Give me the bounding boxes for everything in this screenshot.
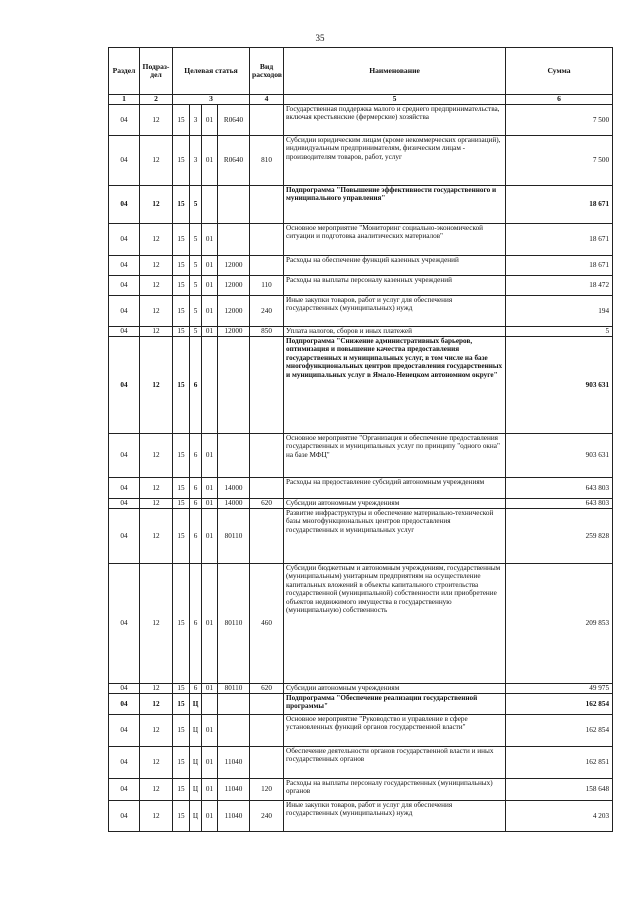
cell-naimenovanie: Основное мероприятие "Организация и обеспечение предоставления государственных и муниципальных услуг по принципу "одного окна" на базе МФЦ": [284, 434, 506, 478]
header-celevaya-statya: Целевая статья: [173, 48, 250, 95]
cell-cs-event: 01: [202, 105, 218, 136]
cell-cs-event: 01: [202, 747, 218, 779]
cell-cs-event: 01: [202, 478, 218, 499]
cell-naimenovanie: Обеспечение деятельности органов государственной власти и иных государственных органов: [284, 747, 506, 779]
cell-cs-direction: 11040: [218, 747, 250, 779]
cell-summa: 158 648: [506, 779, 613, 801]
cell-vid-rashodov: 850: [250, 327, 284, 337]
cell-cs-subprogram: 3: [190, 105, 202, 136]
col-number: 2: [140, 95, 173, 105]
cell-razdel: 04: [109, 564, 140, 684]
table-row: [109, 186, 613, 224]
cell-vid-rashodov: 120: [250, 779, 284, 801]
cell-cs-event: [202, 337, 218, 434]
cell-cs-direction: [218, 694, 250, 715]
cell-naimenovanie: Основное мероприятие "Мониторинг социально-экономической ситуации и подготовка аналитических материалов": [284, 224, 506, 256]
table-row: [109, 276, 613, 296]
cell-summa: 162 854: [506, 715, 613, 747]
table-row: [109, 327, 613, 337]
table-row: [109, 715, 613, 747]
cell-naimenovanie: Субсидии автономным учреждениям: [284, 499, 506, 509]
cell-cs-subprogram: 6: [190, 564, 202, 684]
cell-cs-direction: 80110: [218, 509, 250, 564]
cell-cs-program: 15: [173, 327, 190, 337]
cell-naimenovanie: Иные закупки товаров, работ и услуг для обеспечения государственных (муниципальных) нужд: [284, 801, 506, 832]
cell-vid-rashodov: [250, 715, 284, 747]
cell-podrazdel: 12: [140, 296, 173, 327]
cell-razdel: 04: [109, 499, 140, 509]
cell-naimenovanie: Иные закупки товаров, работ и услуг для обеспечения государственных (муниципальных) нужд: [284, 296, 506, 327]
header-naimenovanie: Наименование: [284, 48, 506, 95]
table-row: [109, 105, 613, 136]
cell-summa: 7 500: [506, 105, 613, 136]
table-row: [109, 564, 613, 684]
cell-cs-program: 15: [173, 136, 190, 186]
cell-summa: 5: [506, 327, 613, 337]
cell-naimenovanie: Основное мероприятие "Руководство и управление в сфере установленных функций органов государственной власти": [284, 715, 506, 747]
cell-cs-subprogram: 5: [190, 327, 202, 337]
cell-cs-subprogram: 5: [190, 296, 202, 327]
cell-podrazdel: 12: [140, 276, 173, 296]
cell-cs-subprogram: 5: [190, 276, 202, 296]
cell-cs-direction: 12000: [218, 256, 250, 276]
cell-cs-direction: 80110: [218, 684, 250, 694]
cell-vid-rashodov: [250, 509, 284, 564]
cell-cs-program: 15: [173, 779, 190, 801]
cell-cs-subprogram: 5: [190, 256, 202, 276]
cell-vid-rashodov: 620: [250, 684, 284, 694]
cell-podrazdel: 12: [140, 779, 173, 801]
cell-podrazdel: 12: [140, 801, 173, 832]
cell-podrazdel: 12: [140, 256, 173, 276]
cell-cs-program: 15: [173, 499, 190, 509]
cell-podrazdel: 12: [140, 136, 173, 186]
cell-cs-event: 01: [202, 136, 218, 186]
cell-razdel: 04: [109, 105, 140, 136]
cell-podrazdel: 12: [140, 747, 173, 779]
cell-cs-program: 15: [173, 186, 190, 224]
cell-naimenovanie: Субсидии юридическим лицам (кроме некоммерческих организаций), индивидуальным предпринимателям, физическим лицам - производителям товаров, работ, услуг: [284, 136, 506, 186]
table-row: [109, 509, 613, 564]
cell-podrazdel: 12: [140, 694, 173, 715]
cell-cs-program: 15: [173, 509, 190, 564]
cell-cs-program: 15: [173, 296, 190, 327]
table-row: [109, 434, 613, 478]
table-body: [109, 105, 613, 832]
cell-vid-rashodov: 810: [250, 136, 284, 186]
cell-summa: 194: [506, 296, 613, 327]
cell-cs-direction: R0640: [218, 105, 250, 136]
cell-cs-subprogram: Ц: [190, 715, 202, 747]
cell-cs-subprogram: 5: [190, 224, 202, 256]
cell-vid-rashodov: [250, 224, 284, 256]
cell-cs-event: 01: [202, 715, 218, 747]
cell-summa: 49 975: [506, 684, 613, 694]
cell-cs-event: 01: [202, 296, 218, 327]
cell-summa: 4 203: [506, 801, 613, 832]
cell-vid-rashodov: 110: [250, 276, 284, 296]
cell-podrazdel: 12: [140, 327, 173, 337]
cell-cs-program: 15: [173, 224, 190, 256]
cell-razdel: 04: [109, 276, 140, 296]
cell-summa: 209 853: [506, 564, 613, 684]
cell-cs-event: 01: [202, 224, 218, 256]
cell-razdel: 04: [109, 296, 140, 327]
cell-cs-subprogram: 6: [190, 499, 202, 509]
cell-summa: 18 472: [506, 276, 613, 296]
cell-razdel: 04: [109, 224, 140, 256]
cell-vid-rashodov: 240: [250, 296, 284, 327]
cell-podrazdel: 12: [140, 499, 173, 509]
col-number: 6: [506, 95, 613, 105]
cell-podrazdel: 12: [140, 224, 173, 256]
cell-naimenovanie: Расходы на выплаты персоналу казенных учреждений: [284, 276, 506, 296]
budget-table: [108, 47, 613, 832]
cell-summa: 903 631: [506, 434, 613, 478]
cell-razdel: 04: [109, 684, 140, 694]
cell-summa: 162 854: [506, 694, 613, 715]
cell-cs-program: 15: [173, 747, 190, 779]
cell-naimenovanie: Субсидии бюджетным и автономным учреждениям, государственным (муниципальным) унитарным предприятиям на осуществление капитальных вложений в объекты капитального строительства государственной (муниципальной) собственности или приобретение объектов недвижимого имущества в государственную (муниципальную) собственность: [284, 564, 506, 684]
cell-cs-subprogram: 6: [190, 509, 202, 564]
cell-cs-direction: 14000: [218, 478, 250, 499]
cell-razdel: 04: [109, 715, 140, 747]
cell-cs-subprogram: Ц: [190, 801, 202, 832]
cell-summa: 18 671: [506, 186, 613, 224]
cell-razdel: 04: [109, 747, 140, 779]
table-row: [109, 694, 613, 715]
cell-cs-subprogram: Ц: [190, 694, 202, 715]
cell-podrazdel: 12: [140, 337, 173, 434]
cell-podrazdel: 12: [140, 434, 173, 478]
cell-cs-event: 01: [202, 509, 218, 564]
cell-cs-event: 01: [202, 434, 218, 478]
cell-cs-event: 01: [202, 276, 218, 296]
cell-summa: 7 500: [506, 136, 613, 186]
cell-cs-program: 15: [173, 684, 190, 694]
cell-cs-event: 01: [202, 327, 218, 337]
cell-cs-subprogram: 6: [190, 478, 202, 499]
cell-cs-event: [202, 694, 218, 715]
cell-cs-subprogram: 6: [190, 434, 202, 478]
cell-vid-rashodov: [250, 694, 284, 715]
cell-cs-subprogram: Ц: [190, 747, 202, 779]
cell-naimenovanie: Расходы на выплаты персоналу государственных (муниципальных) органов: [284, 779, 506, 801]
cell-cs-event: 01: [202, 779, 218, 801]
cell-naimenovanie: Расходы на обеспечение функций казенных учреждений: [284, 256, 506, 276]
cell-cs-program: 15: [173, 276, 190, 296]
cell-naimenovanie: Подпрограмма "Снижение административных барьеров, оптимизация и повышение качества предоставления государственных и муниципальных услуг, в том числе на базе многофункциональных центров предоставления государственных и муниципальных услуг в Ямало-Ненецком автономном округе": [284, 337, 506, 434]
cell-naimenovanie: Субсидии автономным учреждениям: [284, 684, 506, 694]
cell-razdel: 04: [109, 779, 140, 801]
table-row: [109, 801, 613, 832]
cell-razdel: 04: [109, 801, 140, 832]
cell-naimenovanie: Подпрограмма "Обеспечение реализации государственной программы": [284, 694, 506, 715]
cell-vid-rashodov: 620: [250, 499, 284, 509]
cell-razdel: 04: [109, 694, 140, 715]
cell-podrazdel: 12: [140, 186, 173, 224]
cell-vid-rashodov: [250, 256, 284, 276]
cell-cs-subprogram: 6: [190, 684, 202, 694]
cell-podrazdel: 12: [140, 684, 173, 694]
cell-cs-direction: 11040: [218, 779, 250, 801]
cell-razdel: 04: [109, 327, 140, 337]
col-number: 4: [250, 95, 284, 105]
cell-vid-rashodov: [250, 478, 284, 499]
cell-razdel: 04: [109, 337, 140, 434]
cell-vid-rashodov: [250, 337, 284, 434]
cell-cs-direction: 11040: [218, 801, 250, 832]
cell-vid-rashodov: [250, 434, 284, 478]
col-number: 5: [284, 95, 506, 105]
cell-summa: 162 851: [506, 747, 613, 779]
cell-cs-subprogram: 5: [190, 186, 202, 224]
cell-podrazdel: 12: [140, 105, 173, 136]
cell-podrazdel: 12: [140, 478, 173, 499]
cell-naimenovanie: Развитие инфраструктуры и обеспечение материально-технической базы многофункциональных центров предоставления государственных и муниципальных услуг: [284, 509, 506, 564]
cell-cs-program: 15: [173, 715, 190, 747]
table-row: [109, 499, 613, 509]
cell-razdel: 04: [109, 478, 140, 499]
cell-cs-event: 01: [202, 684, 218, 694]
cell-cs-direction: 12000: [218, 276, 250, 296]
cell-cs-direction: [218, 224, 250, 256]
col-number: 3: [173, 95, 250, 105]
table-row: [109, 296, 613, 327]
table-row: [109, 684, 613, 694]
cell-naimenovanie: Уплата налогов, сборов и иных платежей: [284, 327, 506, 337]
header-summa: Сумма: [506, 48, 613, 95]
cell-cs-program: 15: [173, 105, 190, 136]
cell-vid-rashodov: [250, 747, 284, 779]
cell-podrazdel: 12: [140, 509, 173, 564]
cell-cs-event: 01: [202, 256, 218, 276]
cell-cs-direction: [218, 337, 250, 434]
cell-razdel: 04: [109, 136, 140, 186]
cell-vid-rashodov: 240: [250, 801, 284, 832]
cell-summa: 18 671: [506, 256, 613, 276]
table-row: [109, 747, 613, 779]
table-row: [109, 779, 613, 801]
cell-cs-direction: 12000: [218, 296, 250, 327]
cell-cs-direction: [218, 715, 250, 747]
page-number: 35: [315, 33, 325, 43]
cell-summa: 903 631: [506, 337, 613, 434]
cell-cs-program: 15: [173, 478, 190, 499]
cell-cs-event: [202, 186, 218, 224]
cell-summa: 18 671: [506, 224, 613, 256]
cell-cs-direction: [218, 434, 250, 478]
table-row: [109, 256, 613, 276]
cell-naimenovanie: Государственная поддержка малого и среднего предпринимательства, включая крестьянские (фермерские) хозяйства: [284, 105, 506, 136]
cell-cs-direction: 12000: [218, 327, 250, 337]
table-row: [109, 136, 613, 186]
cell-cs-direction: 80110: [218, 564, 250, 684]
cell-summa: 643 803: [506, 478, 613, 499]
cell-summa: 259 828: [506, 509, 613, 564]
cell-vid-rashodov: 460: [250, 564, 284, 684]
table-row: [109, 224, 613, 256]
cell-cs-program: 15: [173, 564, 190, 684]
cell-razdel: 04: [109, 509, 140, 564]
cell-summa: 643 803: [506, 499, 613, 509]
header-razdel: Раздел: [109, 48, 140, 95]
cell-podrazdel: 12: [140, 564, 173, 684]
col-number: 1: [109, 95, 140, 105]
cell-razdel: 04: [109, 186, 140, 224]
header-podrazdel: Подраз-дел: [140, 48, 173, 95]
cell-naimenovanie: Расходы на предоставление субсидий автономным учреждениям: [284, 478, 506, 499]
cell-cs-subprogram: 3: [190, 136, 202, 186]
cell-cs-program: 15: [173, 434, 190, 478]
cell-cs-subprogram: Ц: [190, 779, 202, 801]
cell-cs-event: 01: [202, 564, 218, 684]
cell-razdel: 04: [109, 256, 140, 276]
cell-cs-event: 01: [202, 801, 218, 832]
table-row: [109, 478, 613, 499]
cell-cs-event: 01: [202, 499, 218, 509]
cell-cs-direction: 14000: [218, 499, 250, 509]
cell-cs-program: 15: [173, 694, 190, 715]
table-row: [109, 337, 613, 434]
cell-cs-direction: R0640: [218, 136, 250, 186]
cell-vid-rashodov: [250, 186, 284, 224]
cell-cs-subprogram: 6: [190, 337, 202, 434]
cell-razdel: 04: [109, 434, 140, 478]
header-vid-rashodov: Вид расходов: [250, 48, 284, 95]
cell-cs-direction: [218, 186, 250, 224]
cell-naimenovanie: Подпрограмма "Повышение эффективности государственного и муниципального управления": [284, 186, 506, 224]
cell-cs-program: 15: [173, 256, 190, 276]
cell-cs-program: 15: [173, 337, 190, 434]
cell-podrazdel: 12: [140, 715, 173, 747]
cell-vid-rashodov: [250, 105, 284, 136]
cell-cs-program: 15: [173, 801, 190, 832]
